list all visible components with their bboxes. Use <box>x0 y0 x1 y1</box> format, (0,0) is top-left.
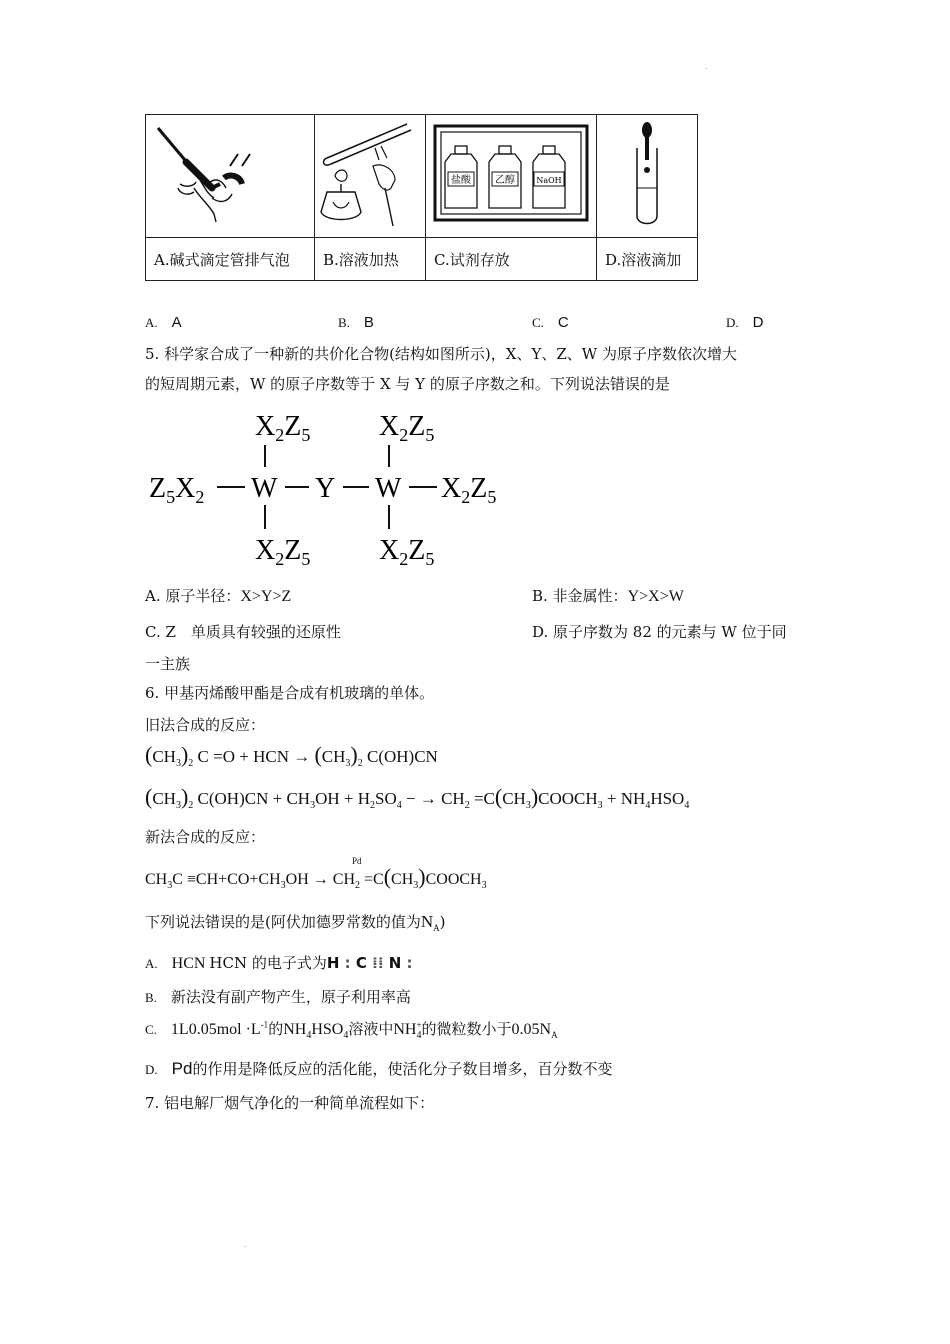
q6-old-reaction-1: $(CH_3)_2$ C =O + HCN → $(CH_3)_2$ C(OH)CN <box>145 742 438 769</box>
q5-option-a[interactable]: A. 原子半径：X>Y>Z <box>145 587 292 605</box>
reagent-bottles-icon <box>426 115 597 238</box>
struct-right-group: $X_2Z_5$ <box>441 473 497 507</box>
struct-y: Y <box>315 473 336 504</box>
q5-option-d-cont: 一主族 <box>145 655 191 673</box>
q5-stem-line2: 的短周期元素，W 的原子序数等于 X 与 Y 的原子序数之和。下列说法错误的是 <box>145 375 670 393</box>
q6-question: 下列说法错误的是(阿伏加德罗常数的值为$N_A$) <box>145 912 446 933</box>
q5-option-b[interactable]: B. 非金属性：Y>X>W <box>532 587 684 605</box>
struct-top-left-group: $X_2Z_5$ <box>255 411 311 445</box>
q6-stem: 6. 甲基丙烯酸甲酯是合成有机玻璃的单体。 <box>145 684 435 702</box>
q6-option-b[interactable]: B. 新法没有副产物产生，原子利用率高 <box>145 988 411 1006</box>
struct-bottom-right-group: $X_2Z_5$ <box>379 535 435 569</box>
catalyst-label: Pd <box>352 856 362 866</box>
option-b-caption: B.溶液加热 <box>315 238 426 281</box>
struct-left-group: $Z_5X_2$ <box>149 473 205 507</box>
option-a-caption: A.碱式滴定管排气泡 <box>146 238 315 281</box>
q6-new-method-label: 新法合成的反应： <box>145 828 266 846</box>
corner-mark: . <box>705 62 708 71</box>
flask-heating-icon <box>315 115 426 238</box>
q5-option-c[interactable]: C. Z 单质具有较强的还原性 <box>145 623 341 641</box>
q7-stem: 7. 铝电解厂烟气净化的一种简单流程如下： <box>145 1094 435 1112</box>
q5-stem-line1: 5. 科学家合成了一种新的共价化合物(结构如图所示)，X、Y、Z、W 为原子序数依次增大 <box>145 345 737 363</box>
footer-mark: . <box>244 1240 247 1249</box>
bottle-label-naoh: NaOH <box>536 176 562 185</box>
q6-option-a[interactable]: A. HCN HCN 的电子式为H : C ⁞⁞ N : <box>145 954 413 972</box>
bottle-label-ethanol: 乙醇 <box>495 175 515 186</box>
q6-old-method-label: 旧法合成的反应： <box>145 716 266 734</box>
struct-w-right: W <box>375 473 402 504</box>
q4-option-a[interactable]: A. A <box>145 314 182 331</box>
q6-option-c[interactable]: C. $1L0.05mol \cdot L^{-1}$的$NH_4HSO_4$溶液中$NH_4^+$的微粒数小于$0.05N_A$ <box>145 1019 558 1041</box>
struct-top-right-group: $X_2Z_5$ <box>379 411 435 445</box>
q6-option-d[interactable]: D. Pd的作用是降低反应的活化能，使活化分子数目增多，百分数不变 <box>145 1059 613 1078</box>
q5-structure-diagram <box>145 405 525 575</box>
struct-bottom-left-group: $X_2Z_5$ <box>255 535 311 569</box>
burette-icon <box>146 115 315 238</box>
q5-option-d[interactable]: D. 原子序数为 82 的元素与 W 位于同 <box>532 623 787 641</box>
q4-option-d[interactable]: D. D <box>726 314 764 331</box>
bottle-label-hcl: 盐酸 <box>451 175 471 186</box>
dropper-icon <box>597 115 698 238</box>
struct-w-left: W <box>251 473 278 504</box>
q4-option-b[interactable]: B. B <box>338 314 374 331</box>
apparatus-table <box>145 114 698 281</box>
option-d-caption: D.溶液滴加 <box>597 238 698 281</box>
option-c-caption: C.试剂存放 <box>426 238 597 281</box>
q4-option-c[interactable]: C. C <box>532 314 569 331</box>
q6-old-reaction-2: $(CH_3)_2$ $C(OH)CN + CH_3OH + H_2SO_4$ − → $CH_2$ $=C(CH_3)COOCH_3 + NH_4HSO_4$ <box>145 784 690 811</box>
q6-new-reaction: $CH_3C \equiv CH+CO+CH_3OH \to CH_2$ $=C(CH_3)COOCH_3$ <box>145 864 487 891</box>
